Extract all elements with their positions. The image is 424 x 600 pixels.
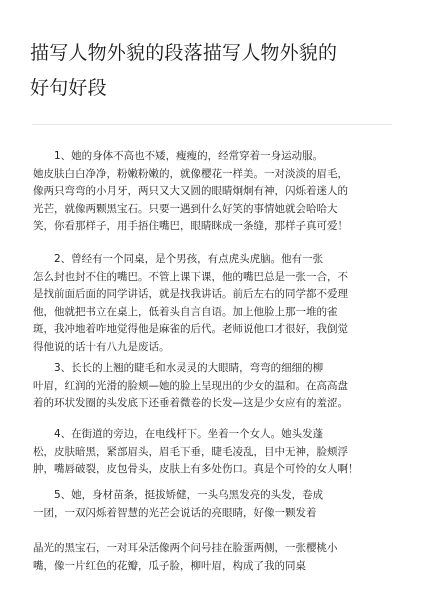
page-title-line-1: 描写人物外貌的段落描写人物外貌的 [30,42,338,64]
page-title [30,36,400,106]
text-line: 1、她的身体不高也不矮，瘦瘦的，经常穿着一身运动服。 [54,150,324,162]
text-line: 得他说的话十有八九是废话。 [33,340,170,353]
paragraph-3 [33,360,393,413]
text-line: 一团，一双闪烁着智慧的光芒会说话的亮眼睛，好像一颗发着 [33,506,317,519]
text-line: 嘴，像一片红色的花瓣，瓜子脸，柳叶眉，构成了我的同桌 [33,559,306,572]
text-line: 怎么封也封不住的嘴巴。不管上课下课，他的嘴巴总是一张一合，不 [33,270,348,283]
text-line: 2、曾经有一个同桌，是个男孩，有点虎头虎脑。他有一张 [54,253,324,265]
text-line: 3、长长的上翘的睫毛和水灵灵的大眼睛，弯弯的细细的柳 [54,362,324,374]
text-line: 笑，你看那样子，用手捂住嘴巴，眼睛眯成一条缝，那样子真可爱！ [33,220,348,233]
text-line: 她皮肤白白净净，粉嫩粉嫩的，就像樱花一样美。一对淡淡的眉毛， [33,167,348,180]
text-line: 晶光的黑宝石，一对耳朵活像两个问号挂在脸蛋两侧，一张樱桃小 [33,542,338,554]
page-title-line-2: 好句好段 [30,77,107,99]
paragraph-4 [33,426,393,479]
text-line: 着的环状发圈的头发底下还垂着微卷的长发—这是少女应有的羞涩。 [33,397,348,410]
text-line: 是找前面后面的同学讲话，就是找我讲话。前后左右的同学都不爱理 [33,288,348,301]
text-line: 光芒，就像两颗黑宝石。只要一遇到什么好笑的事情她就会哈哈大 [33,202,338,215]
text-line: 叶眉，红润的光滑的脸颊—她的脸上呈现出的少女的温和。在高高盘 [33,379,348,392]
paragraph-5 [33,487,393,522]
paragraph-1 [33,148,393,236]
text-line: 松，皮肤暗黑，紧部眉头，眉毛下垂，睫毛凌乱，目中无神，脸颊浮 [33,445,348,458]
text-line: 肿，嘴唇破裂，皮包骨头，皮肤上有多处伤口。真是个可怜的女人啊！ [33,463,359,476]
text-line: 他，他就把书立在桌上，低着头自言自语。加上他脸上那一堆的雀 [33,305,338,318]
title-divider [32,124,392,125]
text-line: 4、在街道的旁边，在电线杆下。坐着一个女人。她头发蓬 [54,428,324,440]
text-line: 像两只弯弯的小月牙，两只又大又圆的眼睛炯炯有神，闪烁着迷人的 [33,185,348,198]
paragraph-2 [33,251,393,357]
text-line: 5、她，身材苗条，挺拔矫健，一头乌黑发亮的头发，卷成 [54,489,324,501]
paragraph-6 [33,540,393,575]
text-line: 斑，我冲地着咋地觉得他是麻雀的后代。老师说他口才很好，我倒觉 [33,323,348,336]
